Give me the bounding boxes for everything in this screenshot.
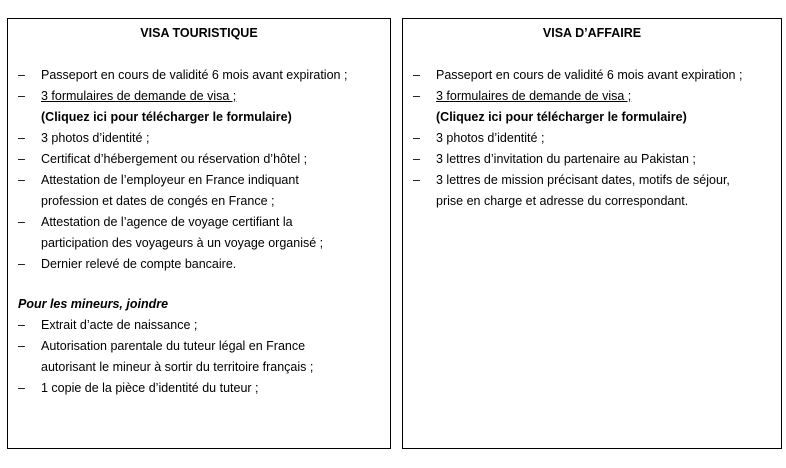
business-visa-title: VISA D’AFFAIRE — [542, 26, 642, 40]
tourist-visa-box — [7, 18, 391, 449]
list-item — [8, 315, 390, 336]
list-item — [8, 86, 390, 128]
item-text: Extrait d’acte de naissance ; — [41, 318, 198, 332]
bullet-dash: – — [18, 173, 25, 187]
item-text: 3 lettres de mission précisant dates, motifs de séjour, — [436, 173, 730, 187]
item-text: Attestation de l’agence de voyage certifiant la — [41, 215, 293, 229]
bullet-dash: – — [18, 257, 25, 271]
list-item — [8, 378, 390, 399]
bullet-dash: – — [18, 68, 25, 82]
bullet-dash: – — [413, 68, 420, 82]
list-item — [8, 170, 390, 212]
list-item — [8, 65, 390, 86]
bullet-dash: – — [18, 131, 25, 145]
item-text: 3 photos d’identité ; — [41, 131, 150, 145]
bullet-dash: – — [18, 215, 25, 229]
bullet-dash: – — [18, 381, 25, 395]
business-visa-box — [402, 18, 782, 449]
list-item — [403, 65, 781, 86]
list-item — [8, 128, 390, 149]
bullet-dash: – — [413, 131, 420, 145]
list-item — [8, 254, 390, 275]
item-text: Passeport en cours de validité 6 mois avant expiration ; — [436, 68, 743, 82]
download-form-link[interactable]: (Cliquez ici pour télécharger le formulaire) — [436, 110, 687, 124]
item-text: Autorisation parentale du tuteur légal en France — [41, 339, 306, 353]
bullet-dash: – — [18, 318, 25, 332]
list-item — [8, 149, 390, 170]
bullet-dash: – — [413, 152, 420, 166]
list-item — [403, 149, 781, 170]
item-text: 3 photos d’identité ; — [436, 131, 545, 145]
item-text: Certificat d’hébergement ou réservation d’hôtel ; — [41, 152, 308, 166]
list-item — [8, 212, 390, 254]
item-text: participation des voyageurs à un voyage organisé ; — [41, 236, 324, 250]
list-item — [8, 336, 390, 378]
item-text: prise en charge et adresse du correspondant. — [436, 194, 689, 208]
item-text: Passeport en cours de validité 6 mois avant expiration ; — [41, 68, 348, 82]
visa-form-text: 3 formulaires de demande de visa ; — [41, 89, 237, 103]
item-text: profession et dates de congés en France ; — [41, 194, 275, 208]
list-item — [403, 128, 781, 149]
bullet-dash: – — [18, 89, 25, 103]
item-text: Attestation de l’employeur en France indiquant — [41, 173, 299, 187]
visa-form-text: 3 formulaires de demande de visa ; — [436, 89, 632, 103]
tourist-visa-title: VISA TOURISTIQUE — [140, 26, 258, 40]
tourist-requirements-list — [8, 65, 390, 275]
list-item — [403, 170, 781, 212]
item-text: 3 lettres d’invitation du partenaire au Pakistan ; — [436, 152, 696, 166]
bullet-dash: – — [18, 152, 25, 166]
item-text: autorisant le mineur à sortir du territoire français ; — [41, 360, 314, 374]
list-item — [403, 86, 781, 128]
bullet-dash: – — [413, 89, 420, 103]
minors-requirements-list — [8, 315, 390, 399]
bullet-dash: – — [413, 173, 420, 187]
business-requirements-list — [403, 65, 781, 212]
minors-heading: Pour les mineurs, joindre — [18, 297, 169, 311]
download-form-link[interactable]: (Cliquez ici pour télécharger le formulaire) — [41, 110, 292, 124]
item-text: 1 copie de la pièce d’identité du tuteur ; — [41, 381, 259, 395]
item-text: Dernier relevé de compte bancaire. — [41, 257, 237, 271]
bullet-dash: – — [18, 339, 25, 353]
